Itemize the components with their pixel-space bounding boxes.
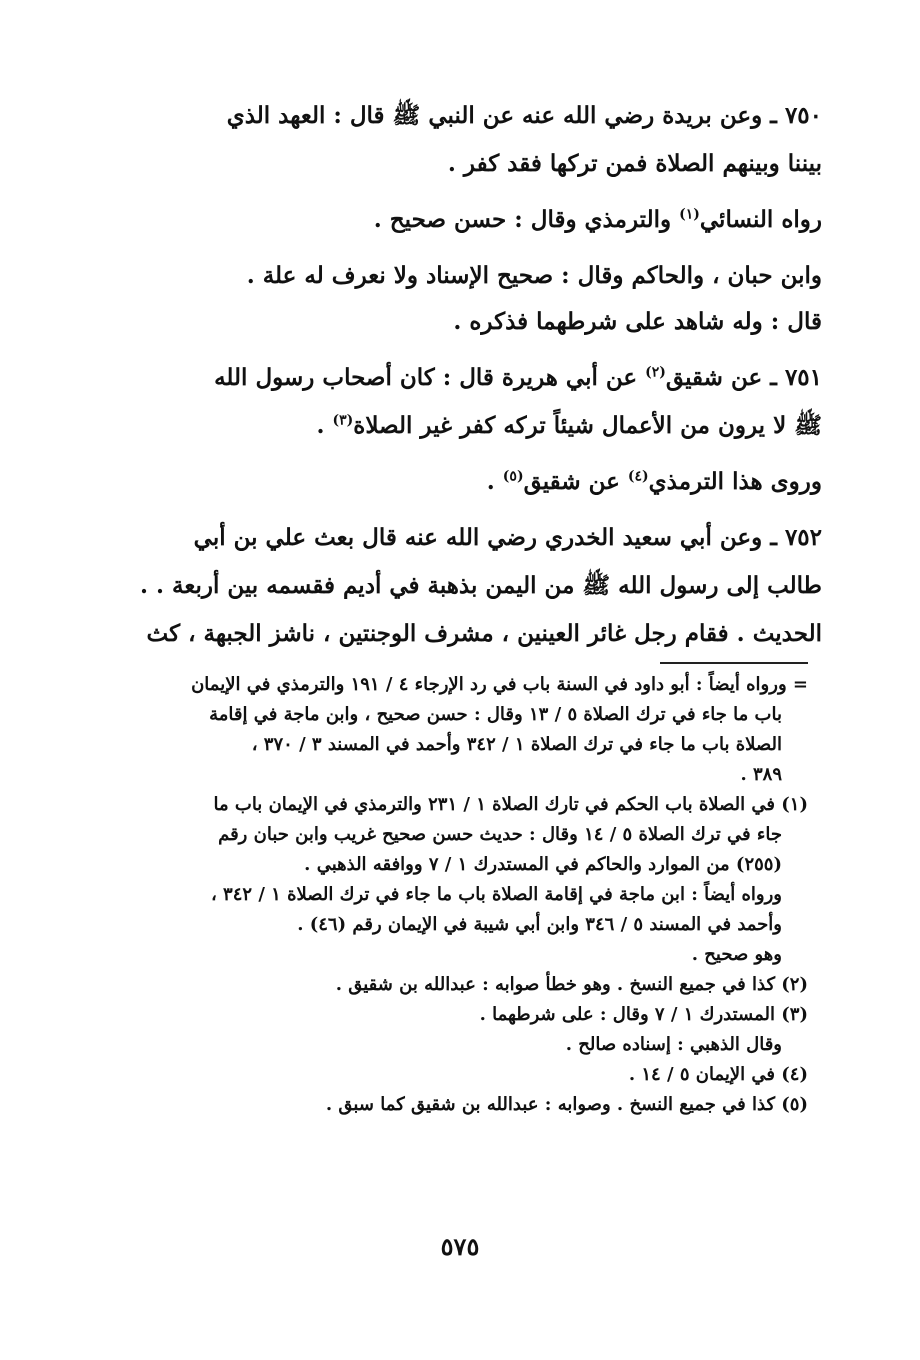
text-line: عن أبي هريرة قال : كان أصحاب رسول الله bbox=[214, 364, 638, 391]
hadith-750-line-3 bbox=[118, 196, 822, 244]
text-line: ٧٥٠ ـ وعن بريدة رضي الله عنه عن النبي ﷺ قال : العهد الذي bbox=[226, 102, 822, 129]
hadith-752-line-3 bbox=[118, 610, 822, 658]
hadith-752-line-1 bbox=[118, 514, 822, 562]
hadith-751-line-2: ﷺ لا يرون من الأعمال شيئاً تركه كفر غير الصلاة$^{(٣)}$ . bbox=[316, 412, 822, 439]
text-line: عن شقيق bbox=[523, 468, 620, 495]
text-line: طالب إلى رسول الله ﷺ من اليمن بذهبة في أديم فقسمه بين أربعة . . bbox=[140, 572, 822, 599]
footnote-4: (٤) في الإيمان ٥ / ١٤ . bbox=[628, 1064, 808, 1085]
footnote-3: (٣) المستدرك ١ / ٧ وقال : على شرطهما . bbox=[479, 1004, 808, 1025]
footnote-ref-3[interactable]: (٣) bbox=[332, 412, 354, 429]
footnote-continued: ٣٨٩ . bbox=[740, 764, 782, 785]
text-line: وروى هذا الترمذي bbox=[648, 468, 822, 495]
footnote-ref-1[interactable]: (١) bbox=[679, 206, 700, 223]
footnotes bbox=[118, 670, 808, 1120]
footnote-ref-4[interactable]: (٤) bbox=[627, 468, 649, 485]
hadith-751-line-1 bbox=[118, 354, 822, 402]
footnote-1: (١) في الصلاة باب الحكم في تارك الصلاة ١ / ٢٣١ والترمذي في الإيمان باب ما bbox=[213, 794, 808, 815]
footnote-1-cont: (٢٥٥) من الموارد والحاكم في المستدرك ١ / ٧ ووافقه الذهبي . bbox=[304, 854, 782, 875]
hadith-751-line-3: وروى هذا الترمذي$^{(٤)}$ عن شقيق$^{(٥)}$ . bbox=[486, 468, 822, 495]
footnote-3-cont: وقال الذهبي : إسناده صالح . bbox=[565, 1034, 782, 1055]
text-line: قال : وله شاهد على شرطهما فذكره . bbox=[453, 308, 822, 335]
footnote-continued: الصلاة باب ما جاء في ترك الصلاة ١ / ٣٤٢ وأحمد في المسند ٣ / ٣٧٠ ، bbox=[251, 734, 782, 755]
footnote-continued: باب ما جاء في ترك الصلاة ٥ / ١٣ وقال : حسن صحيح ، وابن ماجة في إقامة bbox=[209, 704, 782, 725]
hadith-752-line-2 bbox=[118, 562, 822, 610]
footnote-1-cont: جاء في ترك الصلاة ٥ / ١٤ وقال : حديث حسن صحيح غريب وابن حبان رقم bbox=[218, 824, 782, 845]
text-line: والترمذي وقال : حسن صحيح . bbox=[373, 206, 672, 233]
text-line: رواه النسائي bbox=[699, 206, 822, 233]
footnote-1-cont: وأحمد في المسند ٥ / ٣٤٦ وابن أبي شيبة في الإيمان رقم (٤٦) . bbox=[297, 914, 782, 935]
footnote-1-cont: وهو صحيح . bbox=[691, 944, 782, 965]
page-number: ٥٧٥ bbox=[440, 1232, 480, 1261]
hadith-750-line-1 bbox=[118, 92, 822, 140]
text-line: الحديث . فقام رجل غائر العينين ، مشرف الوجنتين ، ناشز الجبهة ، كث bbox=[146, 620, 822, 647]
text-line: ﷺ لا يرون من الأعمال شيئاً تركه كفر غير الصلاة bbox=[353, 412, 822, 439]
footnote-continued: = ورواه أيضاً : أبو داود في السنة باب في رد الإرجاء ٤ / ١٩١ والترمذي في الإيمان bbox=[191, 674, 808, 695]
text-line: ٧٥٢ ـ وعن أبي سعيد الخدري رضي الله عنه قال بعث علي بن أبي bbox=[193, 524, 822, 551]
footnote-ref-2[interactable]: (٢) bbox=[645, 364, 666, 381]
main-text bbox=[118, 92, 822, 666]
footnote-5: (٥) كذا في جميع النسخ . وصوابه : عبدالله بن شقيق كما سبق . bbox=[325, 1094, 808, 1115]
hadith-750-line-5 bbox=[118, 298, 822, 346]
footnote-1-cont: ورواه أيضاً : ابن ماجة في إقامة الصلاة باب ما جاء في ترك الصلاة ١ / ٣٤٢ ، bbox=[210, 884, 782, 905]
text-line: بيننا وبينهم الصلاة فمن تركها فقد كفر . bbox=[447, 150, 822, 177]
hadith-750-line-2 bbox=[118, 140, 822, 188]
hadith-750-line-4 bbox=[118, 252, 822, 300]
footnote-ref-5[interactable]: (٥) bbox=[502, 468, 524, 485]
text-line: ٧٥١ ـ عن شقيق bbox=[665, 364, 822, 391]
footnote-separator bbox=[660, 662, 808, 664]
footnote-2: (٢) كذا في جميع النسخ . وهو خطأ صوابه : عبدالله بن شقيق . bbox=[335, 974, 808, 995]
text-line: وابن حبان ، والحاكم وقال : صحيح الإسناد ولا نعرف له علة . bbox=[246, 262, 822, 289]
